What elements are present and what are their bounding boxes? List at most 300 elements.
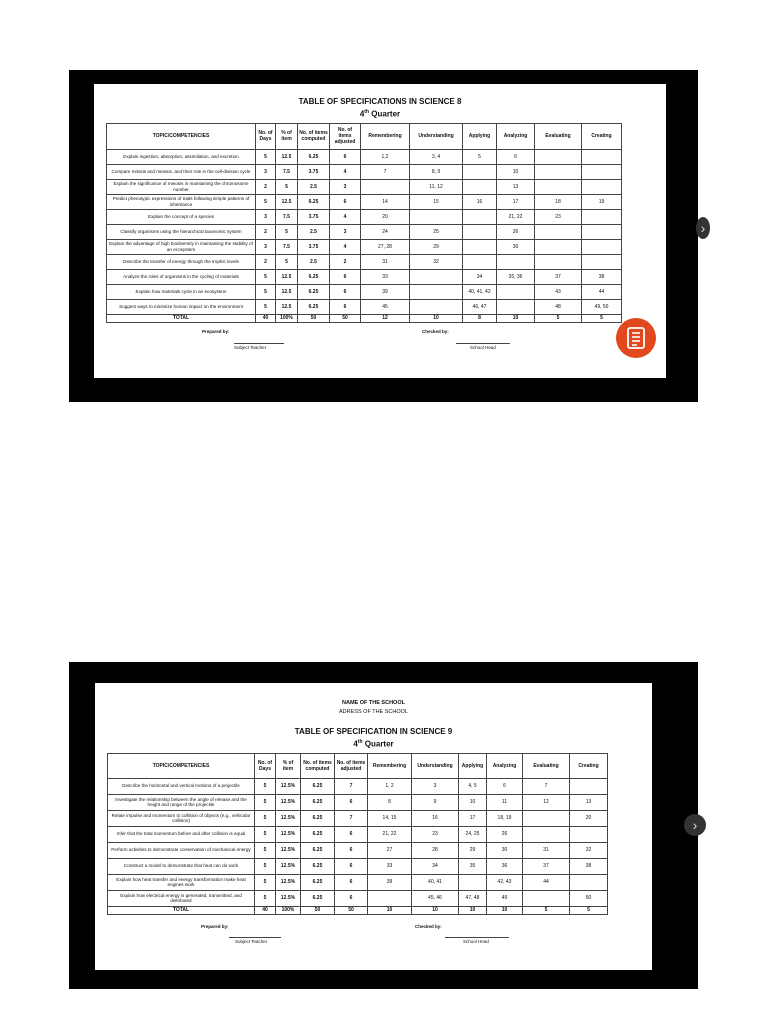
table-cell [535, 254, 582, 269]
competency-cell: Explain how materials cycle in an ecosystem [107, 284, 256, 299]
doc1-specification-table [106, 123, 622, 323]
total-cell: 8 [463, 314, 497, 322]
table-cell: 20 [570, 810, 608, 826]
table-cell: 5 [255, 858, 276, 874]
table-cell: 26 [487, 826, 523, 842]
table-cell: 42, 43 [487, 874, 523, 890]
table-cell: 27, 28 [361, 239, 410, 254]
table-cell: 21, 22 [497, 209, 535, 224]
table-row [107, 269, 622, 284]
table-cell: 26 [497, 224, 535, 239]
total-cell: 100% [276, 314, 298, 322]
table-cell: 40, 41, 42 [463, 284, 497, 299]
table-row [108, 874, 608, 890]
doc2-quarter: 4th Quarter [353, 739, 394, 749]
column-header: Creating [570, 753, 608, 778]
table-cell: 3.75 [298, 209, 330, 224]
doc2-specification-table [107, 753, 608, 915]
table-cell: 11, 12 [410, 179, 463, 194]
table-cell: 5 [256, 284, 276, 299]
competency-cell: Explain ingestion, absorption, assimilation, and excretion [107, 149, 256, 164]
total-cell: 5 [535, 314, 582, 322]
table-cell: 5 [463, 149, 497, 164]
table-cell: 2 [330, 254, 361, 269]
table-cell [570, 874, 608, 890]
table-cell: 2.5 [298, 224, 330, 239]
competency-cell: Describe the transfer of energy through the trophic levels [107, 254, 256, 269]
table-cell [535, 239, 582, 254]
doc1-signatures [94, 329, 666, 359]
table-cell [463, 209, 497, 224]
table-cell: 30 [497, 239, 535, 254]
doc1-title: TABLE OF SPECIFICATIONS IN SCIENCE 8 [298, 97, 462, 106]
total-cell: 10 [497, 314, 535, 322]
total-label: TOTAL [107, 314, 256, 322]
table-cell [535, 179, 582, 194]
table-cell [582, 254, 622, 269]
table-cell [410, 269, 463, 284]
column-header: Analyzing [487, 753, 523, 778]
table-cell: 45, 46 [412, 890, 459, 906]
table-cell: 6 [335, 858, 368, 874]
competency-cell: Construct a model to demonstrate that heat can do work [108, 858, 255, 874]
table-cell: 6 [330, 269, 361, 284]
table-cell: 12.5 [276, 284, 298, 299]
table-cell: 35 [459, 858, 487, 874]
total-cell: 12 [361, 314, 410, 322]
table-cell [570, 778, 608, 794]
table-cell: 6 [330, 194, 361, 209]
table-cell: 6 [335, 794, 368, 810]
table-cell [582, 179, 622, 194]
table-cell [410, 284, 463, 299]
table-cell: 24, 25 [459, 826, 487, 842]
table-row [108, 842, 608, 858]
table-cell: 3 [412, 778, 459, 794]
table-cell: 5 [276, 179, 298, 194]
table-cell: 10 [459, 794, 487, 810]
table-cell: 17 [497, 194, 535, 209]
table-row [107, 254, 622, 269]
school-head-label: School Head [470, 344, 496, 350]
table-cell: 12.5% [276, 794, 301, 810]
table-cell: 6.25 [298, 149, 330, 164]
table-cell: 35, 36 [497, 269, 535, 284]
column-header: No. of Days [256, 123, 276, 149]
table-cell: 5 [276, 224, 298, 239]
table-cell: 32 [570, 842, 608, 858]
signature-line [456, 343, 510, 344]
column-header: % of item [276, 123, 298, 149]
total-cell: 50 [301, 906, 335, 914]
table-cell: 14, 15 [368, 810, 412, 826]
table-cell: 5 [255, 794, 276, 810]
table-cell: 7 [361, 164, 410, 179]
table-cell: 1,2 [361, 149, 410, 164]
table-cell: 6.25 [301, 874, 335, 890]
chevron-right-icon[interactable]: › [684, 814, 706, 836]
signature-line [229, 937, 281, 938]
table-cell: 5 [255, 842, 276, 858]
table-cell: 2 [256, 224, 276, 239]
table-cell [582, 224, 622, 239]
total-cell: 10 [410, 314, 463, 322]
table-cell: 36 [487, 858, 523, 874]
table-cell [410, 209, 463, 224]
table-cell: 11 [487, 794, 523, 810]
signature-line [445, 937, 509, 938]
table-cell: 43 [535, 284, 582, 299]
competency-cell: Perform activities to demonstrate conservation of mechanical energy [108, 842, 255, 858]
total-row [108, 906, 608, 914]
table-cell: 29 [410, 239, 463, 254]
table-cell: 6.25 [301, 890, 335, 906]
table-cell: 8 [368, 794, 412, 810]
table-cell: 5 [256, 194, 276, 209]
table-cell: 40, 41 [412, 874, 459, 890]
table-cell: 31 [523, 842, 570, 858]
table-row [107, 209, 622, 224]
total-cell: 10 [412, 906, 459, 914]
table-cell: 9 [412, 794, 459, 810]
table-cell [535, 149, 582, 164]
table-row [107, 149, 622, 164]
table-row [107, 224, 622, 239]
table-row [108, 858, 608, 874]
table-cell: 7 [335, 778, 368, 794]
total-cell: 40 [256, 314, 276, 322]
document-page-2 [95, 683, 652, 970]
column-header: No. of items adjusted [335, 753, 368, 778]
table-cell: 27 [368, 842, 412, 858]
table-cell [497, 254, 535, 269]
table-cell: 2 [256, 254, 276, 269]
total-label: TOTAL [108, 906, 255, 914]
table-cell: 4 [330, 209, 361, 224]
table-cell: 38 [570, 858, 608, 874]
table-cell: 3, 4 [410, 149, 463, 164]
table-cell: 6.25 [298, 299, 330, 314]
table-cell [582, 239, 622, 254]
table-cell: 37 [523, 858, 570, 874]
table-cell: 1, 2 [368, 778, 412, 794]
table-cell [535, 224, 582, 239]
subject-teacher-label: Subject Teacher [235, 938, 268, 944]
table-cell: 5 [255, 810, 276, 826]
table-cell: 32 [410, 254, 463, 269]
table-cell [570, 826, 608, 842]
table-cell: 13 [497, 179, 535, 194]
column-header: TOPIC/COMPETENCIES [107, 123, 256, 149]
document-page-1 [94, 84, 666, 378]
school-head-label: School Head [463, 938, 489, 944]
table-cell: 3 [256, 239, 276, 254]
table-cell: 49, 50 [582, 299, 622, 314]
table-cell: 12.5 [276, 299, 298, 314]
table-cell [523, 826, 570, 842]
table-cell: 7.5 [276, 164, 298, 179]
total-cell: 5 [570, 906, 608, 914]
table-cell [523, 810, 570, 826]
table-cell: 15 [410, 194, 463, 209]
column-header: Analyzing [497, 123, 535, 149]
table-row [107, 164, 622, 179]
table-cell: 12.5 [276, 149, 298, 164]
table-cell: 44 [582, 284, 622, 299]
table-row [107, 179, 622, 194]
table-cell [463, 254, 497, 269]
table-cell [582, 209, 622, 224]
column-header: No. of items computed [298, 123, 330, 149]
total-cell: 5 [582, 314, 622, 322]
table-cell: 4, 5 [459, 778, 487, 794]
document-list-icon[interactable] [616, 318, 656, 358]
table-cell: 31 [361, 254, 410, 269]
table-cell: 3.75 [298, 239, 330, 254]
table-cell [463, 164, 497, 179]
table-cell: 12.5 [276, 194, 298, 209]
competency-cell: Explain the significance of meiosis in maintaining the chromosome number [107, 179, 256, 194]
competency-cell: Compare mitosis and meiosis, and their role in the cell-division cycle [107, 164, 256, 179]
table-cell [523, 890, 570, 906]
table-cell: 12.5% [276, 826, 301, 842]
table-cell: 5 [256, 269, 276, 284]
column-header: Creating [582, 123, 622, 149]
table-cell: 7.5 [276, 209, 298, 224]
table-cell: 16 [412, 810, 459, 826]
competency-cell: Infer that the total momentum before and after collision is equal [108, 826, 255, 842]
prepared-by-label: Prepared by: [201, 923, 229, 929]
column-header: Applying [463, 123, 497, 149]
table-cell [459, 874, 487, 890]
column-header: Understanding [410, 123, 463, 149]
table-cell: 5 [256, 299, 276, 314]
competency-cell: Suggest ways to minimize human impact on the environment [107, 299, 256, 314]
signature-line [234, 343, 284, 344]
total-cell: 100% [276, 906, 301, 914]
table-cell: 33 [361, 269, 410, 284]
table-cell: 12 [523, 794, 570, 810]
table-cell: 12.5% [276, 874, 301, 890]
total-cell: 40 [255, 906, 276, 914]
table-cell: 12.5% [276, 858, 301, 874]
table-cell: 38 [582, 269, 622, 284]
table-row [108, 890, 608, 906]
competency-cell: Describe the horizontal and vertical motions of a projectile [108, 778, 255, 794]
competency-cell: Relate impulse and momentum to collision of objects (e.g., vehicular collision) [108, 810, 255, 826]
table-cell: 6 [335, 842, 368, 858]
table-cell: 23 [535, 209, 582, 224]
doc2-signatures [95, 921, 652, 951]
table-cell: 45 [361, 299, 410, 314]
table-cell: 7.5 [276, 239, 298, 254]
table-cell: 3.75 [298, 164, 330, 179]
table-cell: 5 [256, 149, 276, 164]
school-address: ADRESS OF THE SCHOOL [339, 709, 408, 715]
column-header: No. of items computed [301, 753, 335, 778]
table-cell: 7 [335, 810, 368, 826]
table-cell: 49 [487, 890, 523, 906]
table-cell: 21, 22 [368, 826, 412, 842]
table-cell: 12.5 [276, 269, 298, 284]
table-cell [582, 149, 622, 164]
total-cell: 10 [368, 906, 412, 914]
column-header: TOPIC/COMPETENCIES [108, 753, 255, 778]
table-row [108, 794, 608, 810]
table-cell: 6.25 [298, 284, 330, 299]
table-cell [463, 224, 497, 239]
column-header: Evaluating [523, 753, 570, 778]
table-row [108, 810, 608, 826]
table-cell: 6 [330, 299, 361, 314]
table-cell: 48 [535, 299, 582, 314]
table-cell: 4 [330, 239, 361, 254]
table-cell: 19 [582, 194, 622, 209]
table-cell: 7 [523, 778, 570, 794]
competency-cell: Investigate the relationship between the angle of release and the height and range of the projectile [108, 794, 255, 810]
chevron-right-icon[interactable]: › [696, 217, 710, 239]
column-header: No. of Days [255, 753, 276, 778]
table-cell [582, 164, 622, 179]
table-cell: 12.5% [276, 842, 301, 858]
table-row [107, 239, 622, 254]
column-header: No. of items adjusted [330, 123, 361, 149]
table-cell: 29 [459, 842, 487, 858]
competency-cell: Explain the advantage of high biodiversity in maintaining the stability of an ecosystem [107, 239, 256, 254]
table-cell [368, 890, 412, 906]
table-cell: 25 [410, 224, 463, 239]
table-cell: 44 [523, 874, 570, 890]
table-cell [361, 179, 410, 194]
table-cell: 24 [361, 224, 410, 239]
table-cell: 6 [335, 874, 368, 890]
table-cell: 34 [463, 269, 497, 284]
table-cell: 50 [570, 890, 608, 906]
table-cell: 3 [256, 209, 276, 224]
table-cell: 3 [256, 164, 276, 179]
table-cell: 12.5% [276, 778, 301, 794]
table-cell: 14 [361, 194, 410, 209]
table-cell: 16 [463, 194, 497, 209]
table-cell: 6 [497, 149, 535, 164]
table-cell: 5 [255, 778, 276, 794]
table-cell: 3 [330, 224, 361, 239]
table-cell: 10 [497, 164, 535, 179]
table-cell: 6.25 [301, 858, 335, 874]
table-cell: 18 [535, 194, 582, 209]
table-cell: 6 [330, 149, 361, 164]
document-frame-1 [69, 70, 706, 402]
table-cell [463, 239, 497, 254]
table-cell [535, 164, 582, 179]
competency-cell: Classify organisms using the hierarchical taxonomic system [107, 224, 256, 239]
column-header: Understanding [412, 753, 459, 778]
table-cell: 20 [361, 209, 410, 224]
table-cell: 34 [412, 858, 459, 874]
table-cell: 6.25 [298, 194, 330, 209]
table-cell: 6.25 [301, 778, 335, 794]
competency-cell: Explain the concept of a species [107, 209, 256, 224]
table-cell: 23 [412, 826, 459, 842]
table-cell [410, 299, 463, 314]
table-row [107, 284, 622, 299]
table-cell: 39 [368, 874, 412, 890]
table-cell: 5 [276, 254, 298, 269]
checked-by-label: Checked by: [415, 923, 442, 929]
competency-cell: Predict phenotypic expressions of traits following simple patterns of inheritance [107, 194, 256, 209]
competency-cell: Analyze the roles of organisms in the cycling of materials [107, 269, 256, 284]
table-cell: 3 [330, 179, 361, 194]
table-cell: 39 [361, 284, 410, 299]
table-cell [463, 179, 497, 194]
school-name: NAME OF THE SCHOOL [342, 700, 405, 706]
table-cell: 12.5% [276, 890, 301, 906]
column-header: Remembering [368, 753, 412, 778]
table-cell: 6 [487, 778, 523, 794]
table-cell: 6.25 [301, 826, 335, 842]
table-cell: 2.5 [298, 179, 330, 194]
table-cell: 6.25 [298, 269, 330, 284]
table-cell: 28 [412, 842, 459, 858]
table-cell: 6 [335, 826, 368, 842]
table-cell: 6.25 [301, 810, 335, 826]
doc1-quarter: 4th Quarter [359, 109, 401, 119]
column-header: Applying [459, 753, 487, 778]
table-cell [497, 284, 535, 299]
competency-cell: Explain how electrical energy is generated, transmitted, and distributed [108, 890, 255, 906]
column-header: % of item [276, 753, 301, 778]
table-row [107, 299, 622, 314]
doc2-title: TABLE OF SPECIFICATION IN SCIENCE 9 [294, 727, 453, 736]
table-cell: 6 [335, 890, 368, 906]
table-cell: 13 [570, 794, 608, 810]
total-cell: 50 [335, 906, 368, 914]
table-cell: 2 [256, 179, 276, 194]
table-row [107, 194, 622, 209]
prepared-by-label: Prepared by: [202, 328, 230, 334]
total-row [107, 314, 622, 322]
total-cell: 10 [459, 906, 487, 914]
table-cell: 6.25 [301, 794, 335, 810]
table-cell: 6 [330, 284, 361, 299]
total-cell: 50 [330, 314, 361, 322]
total-cell: 5 [523, 906, 570, 914]
total-cell: 10 [487, 906, 523, 914]
table-cell: 17 [459, 810, 487, 826]
table-cell: 5 [255, 826, 276, 842]
checked-by-label: Checked by: [422, 328, 449, 334]
table-cell: 33 [368, 858, 412, 874]
table-cell: 5 [255, 890, 276, 906]
table-cell: 30 [487, 842, 523, 858]
competency-cell: Explain how heat transfer and energy transformation make heat engines work [108, 874, 255, 890]
table-cell: 18, 19 [487, 810, 523, 826]
table-cell [497, 299, 535, 314]
table-cell: 8, 9 [410, 164, 463, 179]
table-cell: 12.5% [276, 810, 301, 826]
table-cell: 5 [255, 874, 276, 890]
column-header: Remembering [361, 123, 410, 149]
table-cell: 46, 47 [463, 299, 497, 314]
table-row [108, 826, 608, 842]
column-header: Evaluating [535, 123, 582, 149]
total-cell: 50 [298, 314, 330, 322]
table-row [108, 778, 608, 794]
table-cell: 4 [330, 164, 361, 179]
table-cell: 2.5 [298, 254, 330, 269]
document-frame-2 [69, 662, 698, 989]
table-cell: 6.25 [301, 842, 335, 858]
